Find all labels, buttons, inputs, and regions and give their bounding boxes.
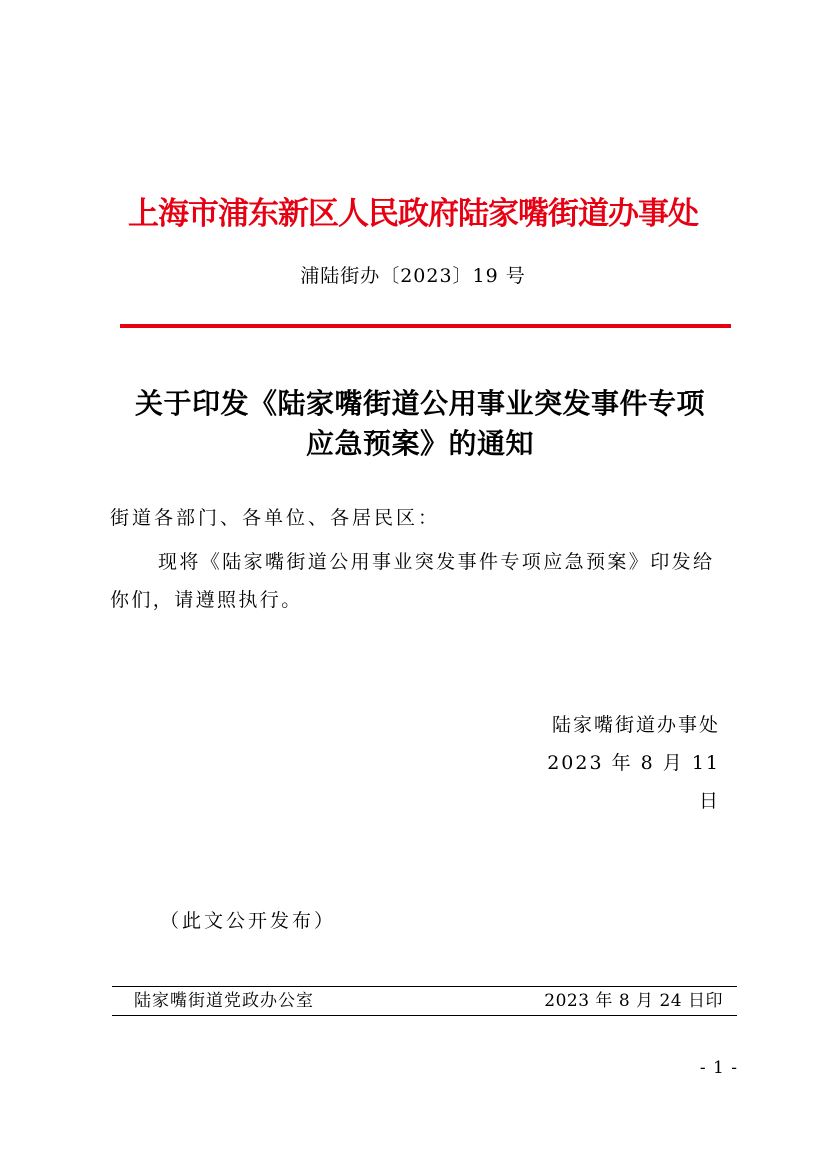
signature-organization: 陆家嘴街道办事处	[551, 714, 720, 736]
salutation: 街道各部门、各单位、各居民区：	[110, 507, 441, 529]
signature-date: 2023 年 8 月 11 日	[547, 752, 720, 812]
notice-body: 现将《陆家嘴街道公用事业突发事件专项应急预案》印发给你们，请遵照执行。	[110, 551, 715, 611]
footer-print-date: 2023 年 8 月 24 日印	[544, 991, 723, 1011]
public-release-note: （此文公开发布）	[160, 910, 337, 932]
page-number: - 1 -	[699, 1058, 738, 1078]
print-footer	[112, 986, 737, 1016]
document-number: 浦陆街办〔2023〕19 号	[300, 265, 526, 287]
notice-title-line2: 应急预案》的通知	[305, 427, 534, 460]
footer-office: 陆家嘴街道党政办公室	[134, 991, 314, 1011]
notice-title-line1: 关于印发《陆家嘴街道公用事业突发事件专项	[134, 387, 705, 420]
issuer-header: 上海市浦东新区人民政府陆家嘴街道办事处	[128, 196, 698, 232]
red-divider	[120, 324, 731, 328]
signature-block	[520, 706, 720, 820]
notice-title	[100, 384, 740, 464]
